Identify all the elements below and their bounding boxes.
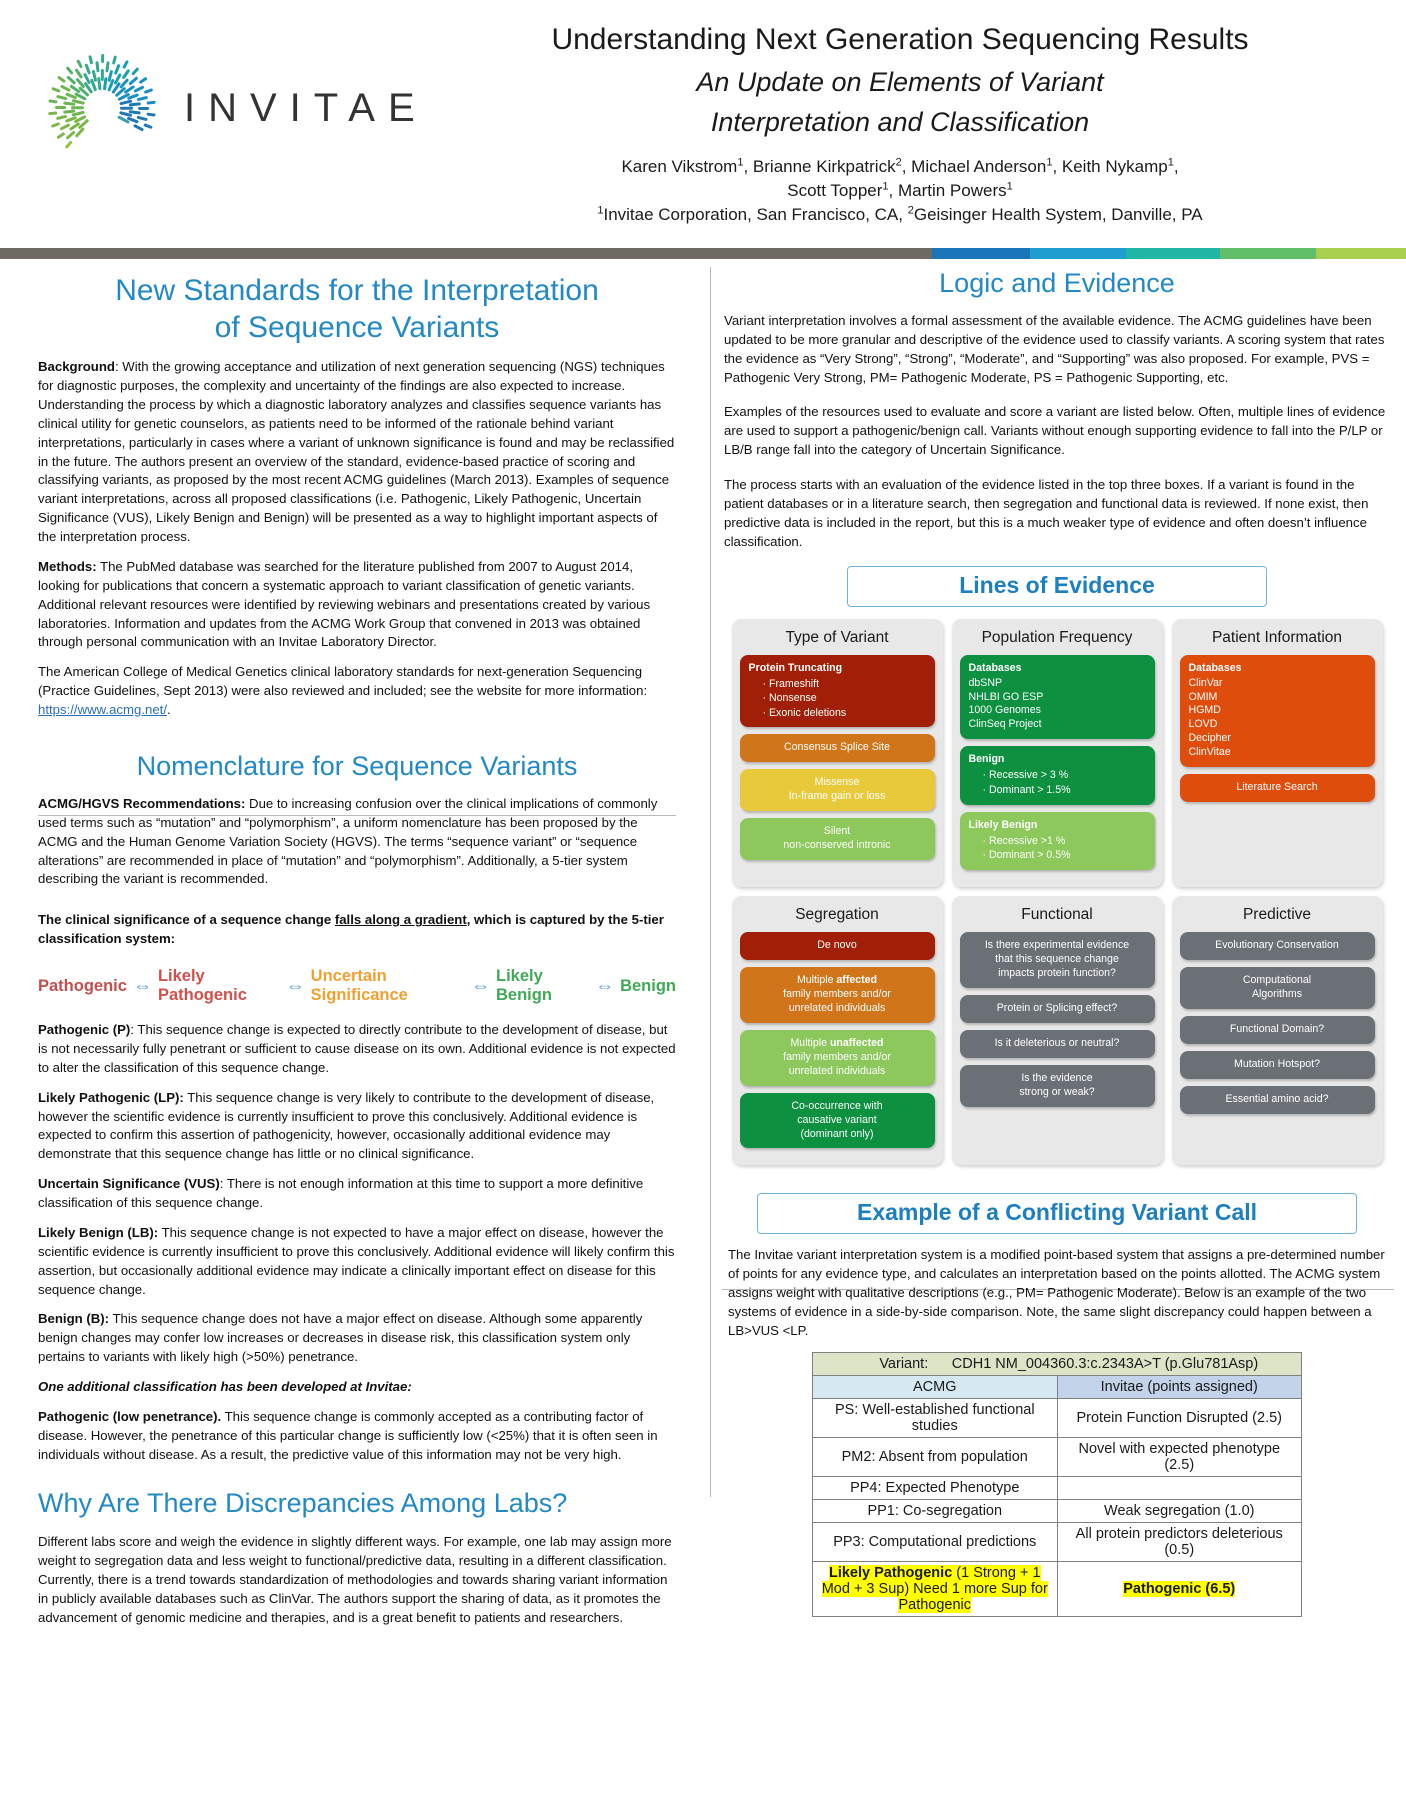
- cell-invitae: [1057, 1476, 1302, 1499]
- cell-acmg-final: Likely Pathogenic (1 Strong + 1 Mod + 3 Sup) Need 1 more Sup for Pathogenic: [813, 1561, 1058, 1616]
- methods-paragraph: [38, 558, 676, 652]
- classification-definition: [38, 1310, 676, 1367]
- evidence-pill-heading: Benign: [968, 753, 1005, 766]
- evidence-pill: [740, 1093, 935, 1149]
- colorbar-segment-5: [1220, 248, 1316, 259]
- classification-gradient: [38, 967, 676, 1005]
- evidence-pill: [740, 655, 935, 728]
- evidence-pill-line: ClinSeq Project: [968, 718, 1042, 731]
- example-paragraph: The Invitae variant interpretation system is a modified point-based system that assigns a pre-determined number of points for any evidence type, and calculates an interpretation based on the points allotted. The ACMG system assigns weight with qualitative descriptions (e.g., PM= Pathogenic Moderate). Below is an example of the two systems of evidence in a side-by-side comparison. Note, the same slight discrepancy could happen between a LB>VUS <LP.: [728, 1247, 1385, 1338]
- gradient-label-likely-pathogenic: Likely Pathogenic: [157, 967, 247, 1004]
- evidence-row-bottom: [724, 896, 1390, 1166]
- poster-subtitle-line1: An Update on Elements of Variant: [696, 66, 1104, 97]
- classification-definition: [38, 1021, 676, 1078]
- evidence-pill-line: OMIM: [1188, 690, 1218, 703]
- evidence-pill-list: [969, 768, 1146, 797]
- cell-acmg: PP4: Expected Phenotype: [813, 1476, 1058, 1499]
- invitae-logo: [48, 48, 448, 168]
- example-title: Example of a Conflicting Variant Call: [856, 1199, 1258, 1226]
- cell-acmg: PS: Well-established functional studies: [813, 1398, 1058, 1437]
- section-title-logic-and-evidence: Logic and Evidence: [939, 268, 1175, 298]
- gradient-label-benign: Benign: [620, 976, 676, 995]
- left-column: [0, 259, 710, 1819]
- evidence-pill-line: Consensus Splice Site: [784, 741, 890, 754]
- evidence-card-type-of-variant: [732, 619, 943, 887]
- cell-acmg: PM2: Absent from population: [813, 1437, 1058, 1476]
- new-standards-title-line2: of Sequence Variants: [214, 310, 500, 344]
- evidence-pill: [740, 818, 935, 860]
- methods-text: The PubMed database was searched for the literature published from 2007 to August 2014, looking for publications that concern a systematic approach to variant classification of genetic variants. Additional relevant resources were identified by reviewing webinars and presentations created by various laboratories. Information and updates from the ACMG Work Group that convened in 2013 was obtained through personal communication with an Invitae Laboratory Director.: [38, 558, 651, 650]
- low-penetrance-paragraph: [38, 1408, 676, 1465]
- evidence-card-predictive: [1172, 896, 1383, 1166]
- definition-label: Uncertain Significance (VUS): [38, 1176, 220, 1192]
- evidence-pill-line: Silent: [823, 825, 851, 838]
- cell-invitae-final: Pathogenic (6.5): [1057, 1561, 1302, 1616]
- authors-line-2: Scott Topper$^1$, Martin Powers$^1$: [787, 180, 1013, 201]
- evidence-pill: [960, 812, 1155, 870]
- colorbar-segment-4: [1126, 248, 1220, 259]
- evidence-pill-list-item: · Exonic deletions: [763, 706, 926, 721]
- column-header-acmg: ACMG: [813, 1375, 1058, 1398]
- evidence-card-population-frequency: [952, 619, 1163, 887]
- classification-definition: [38, 1224, 676, 1300]
- evidence-pill-line: Is the evidence: [1021, 1071, 1093, 1084]
- evidence-pill-line: Missense: [814, 776, 860, 789]
- evidence-pill-list-item: · Recessive > 3 %: [983, 768, 1146, 783]
- evidence-pill-line: 1000 Genomes: [968, 704, 1041, 717]
- definition-text: This sequence change does not have a major effect on disease. Although some apparently benign changes may confer low increases or decreases in disease risk, this classification system only pertains to variants with likely high (>50%) penetrance.: [38, 1311, 643, 1365]
- acmg-website-link[interactable]: https://www.acmg.net/: [38, 702, 167, 718]
- logic-paragraph-1: Variant interpretation involves a formal assessment of the available evidence. The ACMG guidelines have been updated to be more granular and descriptive of the evidence used to classify variants. A scoring system that rates the evidence as “Very Strong”, “Strong”, “Moderate”, and “Supporting” was also proposed. For example, PVS = Pathogenic Very Strong, PM= Pathogenic Moderate, PS = Pathogenic Supporting, etc.: [724, 312, 1385, 385]
- gradient-label-uncertain: Uncertain Significance: [310, 967, 408, 1004]
- evidence-pill: [740, 769, 935, 811]
- gradient-label-likely-benign: Likely Benign: [496, 967, 552, 1004]
- table-row: [813, 1352, 1302, 1375]
- background-label: Background: [38, 359, 115, 375]
- right-column: [712, 259, 1406, 1819]
- table-row: [813, 1522, 1302, 1561]
- poster-title: Understanding Next Generation Sequencing Results: [551, 23, 1249, 56]
- logic-paragraph-3: The process starts with an evaluation of the evidence listed in the top three boxes. If a variant is found in the patient databases or in a literature search, then segregation and functional data is reviewed. If none exist, then predictive data is included in the report, but this is a much weaker type of evidence and often doesn’t influence classification.: [724, 477, 1369, 549]
- evidence-pill: [960, 932, 1155, 988]
- methods-label: Methods:: [38, 558, 97, 574]
- evidence-pill: [740, 1030, 935, 1086]
- table-header-row: [813, 1375, 1302, 1398]
- column-divider: [710, 267, 711, 1497]
- evidence-pill-heading: Protein Truncating: [748, 661, 843, 674]
- gradient-arrow-icon-4: ⇔: [595, 975, 615, 997]
- table-row: [813, 1476, 1302, 1499]
- evidence-card-title: Predictive: [1242, 905, 1312, 923]
- invitae-extra-note: [38, 1378, 676, 1397]
- evidence-row-top: [724, 619, 1390, 887]
- definition-label: Benign (B):: [38, 1311, 110, 1327]
- evidence-pill: [1180, 1016, 1375, 1044]
- affiliations-line: $^1$Invitae Corporation, San Francisco, CA, $^2$Geisinger Health System, Danville, PA: [597, 204, 1203, 225]
- evidence-pill: [1180, 932, 1375, 960]
- section-title-nomenclature: Nomenclature for Sequence Variants: [136, 750, 578, 781]
- evidence-pill: [960, 1065, 1155, 1107]
- evidence-pill-line: (dominant only): [800, 1127, 874, 1140]
- evidence-pill: [960, 1030, 1155, 1058]
- evidence-card-title: Segregation: [795, 905, 879, 923]
- evidence-card-title: Population Frequency: [981, 628, 1133, 646]
- cell-acmg: PP1: Co-segregation: [813, 1499, 1058, 1522]
- definition-text: : This sequence change is expected to directly contribute to the development of disease, but is not necessarily fully penetrant or sufficient to cause disease on its own. Additional evidence is not expected to alter the classification of this sequence change.: [38, 1022, 676, 1075]
- author-list: [480, 155, 1320, 227]
- evidence-pill-line: Mutation Hotspot?: [1234, 1057, 1320, 1070]
- evidence-card-patient-information: [1172, 619, 1383, 887]
- classification-definition: [38, 1175, 676, 1213]
- evidence-pill-line: Is it deleterious or neutral?: [994, 1036, 1120, 1049]
- definition-text: : There is not enough information at this time to support a more definitive classification of this sequence change.: [38, 1176, 644, 1210]
- table-row: [813, 1499, 1302, 1522]
- low-penetrance-text: This sequence change is commonly accepted as a contributing factor of disease. However, the penetrance of this particular change is sufficiently low (<25%) that it is often seen in individuals without disease. As a result, the predictive value of this information may not be very high.: [38, 1408, 658, 1462]
- lines-of-evidence-title-box: [847, 566, 1267, 607]
- section-title-discrepancies: Why Are There Discrepancies Among Labs?: [38, 1487, 568, 1518]
- column-header-invitae: Invitae (points assigned): [1057, 1375, 1302, 1398]
- evidence-pill-line: impacts protein function?: [998, 966, 1116, 979]
- evidence-pill-list: [749, 677, 926, 721]
- evidence-pill-heading: Databases: [968, 661, 1022, 674]
- evidence-pill-line: NHLBI GO ESP: [968, 690, 1044, 703]
- definition-text: This sequence change is not expected to have a major effect on disease, however the scientific evidence is currently insufficient to prove this conclusively. Additional evidence will likely confirm this assertion, but occasionally additional evidence may indicate a clinically important effect on disease for this sequence change.: [38, 1224, 675, 1297]
- evidence-pill-line: dbSNP: [968, 676, 1003, 689]
- evidence-pill: [1180, 1086, 1375, 1114]
- evidence-pill-line: ClinVitae: [1188, 746, 1231, 759]
- hgvs-label: ACMG/HGVS Recommendations:: [38, 795, 246, 811]
- lines-of-evidence-title: Lines of Evidence: [959, 571, 1155, 598]
- evidence-pill: [960, 995, 1155, 1023]
- evidence-pill-line: Protein or Splicing effect?: [996, 1001, 1118, 1014]
- gradient-arrow-icon-1: ⇔: [132, 975, 152, 997]
- discrepancies-paragraph: Different labs score and weigh the evidence in slightly different ways. For example, one lab may assign more weight to segregation data and less weight to functional/predictive data, resulting in a different classification. Currently, there is a trend towards standardization of methodologies and towards sharing variant information in publicly available databases such as ClinVar. The authors support the sharing of data, as it promotes the advancement of genomic medicine and therapies, and is a great benefit to patients and researchers.: [38, 1534, 672, 1625]
- poster-body: [0, 259, 1406, 1819]
- definition-label: Likely Benign (LB):: [38, 1224, 159, 1240]
- evidence-pill-line: Co-occurrence with: [791, 1099, 883, 1112]
- evidence-pill-line: Multiple affected family members and/or unrelated individuals: [783, 973, 891, 1014]
- evidence-pill: [960, 655, 1155, 740]
- gradient-arrow-icon-2: ⇔: [285, 975, 305, 997]
- colorbar-segment-3: [1030, 248, 1126, 259]
- table-row: [813, 1437, 1302, 1476]
- hgvs-paragraph: [38, 795, 676, 889]
- evidence-pill-line: Decipher: [1188, 732, 1231, 745]
- evidence-pill-line: non-conserved intronic: [783, 839, 891, 852]
- acmg-reference-text: The American College of Medical Genetics clinical laboratory standards for next-generation Sequencing (Practice Guidelines, Sept 2013) were also reviewed and included; see the website for more information:: [38, 664, 648, 699]
- variant-header-cell: Variant: CDH1 NM_004360.3:c.2343A>T (p.Glu781Asp): [813, 1352, 1302, 1375]
- poster-header: [0, 0, 1406, 248]
- evidence-pill-list: [969, 834, 1146, 863]
- colorbar-segment-2: [932, 248, 1030, 259]
- new-standards-title-line1: New Standards for the Interpretation: [115, 274, 599, 307]
- cell-acmg: PP3: Computational predictions: [813, 1522, 1058, 1561]
- evidence-pill-list-item: · Nonsense: [763, 691, 926, 706]
- title-block: [480, 20, 1320, 227]
- evidence-pill-line: Is there experimental evidence: [984, 938, 1130, 951]
- background-text: : With the growing acceptance and utilization of next generation sequencing (NGS) techniques for diagnostic purposes, the complexity and uncertainty of the findings are also expected to increase. Understanding the process by which a diagnostic laboratory analyzes and classifies sequence variants has clinical utility for genetic counselors, as patients need to be informed of the rationale behind variant interpretations, particularly in cases where a variant of unknown significance is found and may be reclassified in the future. The authors present an overview of the standard, evidence-based practice of scoring and classifying variants, as proposed by the most recent ACMG guidelines (March 2013). Examples of sequence variant interpretations, across all proposed classifications (i.e. Pathogenic, Likely Pathogenic, Uncertain Significance (VUS), Likely Benign and Benign) will be presented as a way to highlight important aspects of the interpretation process.: [38, 359, 675, 545]
- cell-invitae: Protein Function Disrupted (2.5): [1057, 1398, 1302, 1437]
- background-paragraph: [38, 358, 676, 547]
- evidence-card-title: Patient Information: [1211, 628, 1343, 646]
- evidence-pill-line: that this sequence change: [995, 952, 1119, 965]
- gradient-arrow-icon-3: ⇔: [471, 975, 490, 997]
- evidence-pill-line: Computational: [1242, 973, 1312, 986]
- invitae-swirl-icon: [48, 54, 156, 162]
- acmg-reference-tail: .: [167, 702, 171, 718]
- table-row: [813, 1398, 1302, 1437]
- cell-invitae: Novel with expected phenotype (2.5): [1057, 1437, 1302, 1476]
- evidence-pill-list-item: · Dominant > 1.5%: [983, 783, 1146, 798]
- gradient-intro-b: , which is captured by the 5-tier classification system:: [38, 912, 664, 947]
- gradient-intro-underline: falls along a gradient: [334, 912, 467, 928]
- invitae-wordmark: INVITAE: [184, 85, 428, 130]
- evidence-pill: [1180, 1051, 1375, 1079]
- evidence-pill: [960, 746, 1155, 804]
- evidence-card-segregation: [732, 896, 943, 1166]
- poster-subtitle-line2: Interpretation and Classification: [710, 107, 1090, 138]
- evidence-pill-line: Multiple unaffected family members and/or unrelated individuals: [783, 1036, 891, 1077]
- example-title-box: [757, 1193, 1357, 1234]
- evidence-pill-line: In-frame gain or loss: [788, 790, 886, 803]
- definition-label: Pathogenic (P): [38, 1022, 131, 1037]
- gradient-intro-paragraph: [38, 911, 676, 949]
- invitae-extra-note-text: One additional classification has been developed at Invitae:: [38, 1379, 412, 1394]
- variant-comparison-table: [812, 1352, 1302, 1617]
- section-title-new-standards: [38, 273, 676, 346]
- evidence-pill-line: Essential amino acid?: [1225, 1092, 1329, 1105]
- evidence-pill-heading: Databases: [1188, 661, 1242, 674]
- evidence-pill-line: Literature Search: [1236, 781, 1318, 794]
- hgvs-text: Due to increasing confusion over the clinical implications of commonly used terms such as “mutation” and “polymorphism”, a uniform nomenclature has been proposed by the ACMG and the Human Genome Variation Society (HGVS). The terms “sequence variant” or “sequence alterations” are recommended in place of “mutation” and “polymorphism”. Additionally, a 5-tier system describing the variant is recommended.: [38, 795, 658, 887]
- evidence-pill-line: Algorithms: [1251, 987, 1303, 1000]
- gradient-intro-a: The clinical significance of a sequence change: [38, 912, 335, 928]
- evidence-pill: [740, 967, 935, 1023]
- evidence-pill-line: LOVD: [1188, 718, 1218, 731]
- evidence-pill-heading: Likely Benign: [968, 818, 1038, 831]
- table-row-final: [813, 1561, 1302, 1616]
- evidence-pill: [1180, 967, 1375, 1009]
- evidence-pill-line: Evolutionary Conservation: [1215, 938, 1339, 951]
- gradient-label-pathogenic: Pathogenic: [38, 976, 127, 995]
- evidence-pill-line: ClinVar: [1188, 676, 1223, 689]
- brand-color-bar: [0, 248, 1406, 259]
- evidence-card-title: Functional: [1021, 905, 1093, 923]
- evidence-pill: [1180, 774, 1375, 802]
- logic-paragraph-2: Examples of the resources used to evaluate and score a variant are listed below. Often, multiple lines of evidence are used to support a pathogenic/benign call. Variants without enough supporting evidence to fall into the P/LP or LB/B range fall into the category of Uncertain Significance.: [724, 404, 1386, 458]
- evidence-pill-line: De novo: [817, 938, 857, 951]
- evidence-pill-line: Functional Domain?: [1229, 1022, 1325, 1035]
- evidence-pill: [1180, 655, 1375, 768]
- classification-definition: [38, 1089, 676, 1165]
- cell-invitae: All protein predictors deleterious (0.5): [1057, 1522, 1302, 1561]
- classification-definitions: [38, 1021, 676, 1367]
- definition-text: This sequence change is very likely to contribute to the development of disease, however the scientific evidence is currently insufficient to prove this conclusively. Additional evidence is expected to confirm this assertion of pathogenicity, however, occasionally additional evidence may demonstrate that this sequence change has little or no clinical significance.: [38, 1089, 655, 1162]
- evidence-pill: [740, 932, 935, 960]
- evidence-pill: [740, 734, 935, 762]
- evidence-pill-line: causative variant: [797, 1113, 877, 1126]
- evidence-pill-line: strong or weak?: [1019, 1085, 1095, 1098]
- evidence-pill-line: HGMD: [1188, 704, 1221, 717]
- definition-label: Likely Pathogenic (LP):: [38, 1089, 184, 1105]
- acmg-reference-paragraph: [38, 663, 676, 720]
- evidence-card-title: Type of Variant: [785, 628, 889, 646]
- evidence-pill-list-item: · Frameshift: [763, 677, 926, 692]
- low-penetrance-label: Pathogenic (low penetrance).: [38, 1408, 222, 1424]
- colorbar-segment-1: [0, 248, 932, 259]
- evidence-pill-list-item: · Recessive >1 %: [983, 834, 1146, 849]
- cell-invitae: Weak segregation (1.0): [1057, 1499, 1302, 1522]
- colorbar-segment-6: [1316, 248, 1406, 259]
- evidence-card-functional: [952, 896, 1163, 1166]
- authors-line-1: Karen Vikstrom$^1$, Brianne Kirkpatrick$^2$, Michael Anderson$^1$, Keith Nykamp$^1$,: [621, 156, 1179, 177]
- evidence-pill-list-item: · Dominant > 0.5%: [983, 848, 1146, 863]
